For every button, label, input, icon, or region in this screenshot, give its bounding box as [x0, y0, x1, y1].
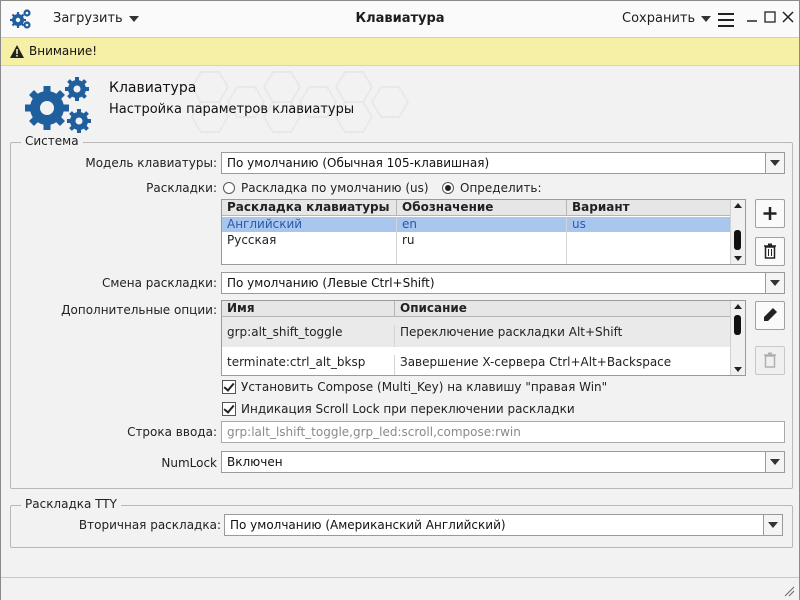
load-label: Загрузить — [53, 11, 123, 26]
input-line-field[interactable] — [221, 421, 785, 443]
close-icon[interactable] — [781, 10, 795, 24]
header-bar — [1, 1, 799, 38]
layouts-scrollbar[interactable] — [730, 200, 745, 264]
model-label: Модель клавиатуры: — [85, 156, 217, 170]
page-title: Клавиатура — [109, 80, 197, 96]
input-line-label: Строка ввода: — [127, 425, 217, 439]
radio-default-layout[interactable] — [223, 181, 429, 195]
chevron-down-icon — [701, 16, 711, 22]
radio-define-layout[interactable] — [442, 181, 542, 195]
table-cell[interactable]: Завершение X-сервера Ctrl+Alt+Backspace — [395, 355, 732, 375]
layout-switch-value: По умолчанию (Левые Ctrl+Shift) — [227, 276, 435, 290]
scroll-down-icon[interactable] — [734, 256, 742, 261]
secondary-layout-label: Вторичная раскладка: — [78, 518, 221, 532]
layouts-label: Раскладки: — [146, 181, 217, 195]
table-cell[interactable]: terminate:ctrl_alt_bksp — [222, 355, 395, 375]
chevron-down-icon — [129, 16, 139, 22]
table-cell: grp:alt_shift_toggle — [222, 325, 395, 347]
tty-group-legend: Раскладка TTY — [21, 497, 121, 511]
scroll-lock-checkbox[interactable] — [222, 402, 575, 416]
table-cell: us — [567, 217, 732, 233]
radio-circle-selected — [442, 182, 454, 194]
scroll-thumb[interactable] — [734, 230, 741, 250]
column-header-layout[interactable]: Раскладка клавиатуры — [222, 200, 397, 216]
scroll-lock-checkbox-label: Индикация Scroll Lock при переключении раскладки — [241, 402, 575, 416]
column-header-name[interactable]: Имя — [222, 301, 395, 317]
load-menu-button[interactable] — [53, 11, 139, 26]
chevron-down-icon — [770, 459, 780, 465]
pencil-icon — [756, 302, 784, 329]
warning-text: Внимание! — [29, 44, 98, 58]
trash-icon — [756, 238, 784, 265]
resize-grip-icon[interactable] — [783, 585, 795, 597]
checkbox-checked-icon — [222, 380, 236, 394]
switch-label: Смена раскладки: — [101, 276, 217, 290]
warning-icon — [10, 45, 24, 58]
scroll-up-icon[interactable] — [734, 304, 742, 309]
maximize-icon[interactable] — [763, 10, 777, 24]
input-line-value: grp:lalt_lshift_toggle,grp_led:scroll,compose:rwin — [227, 425, 521, 439]
secondary-layout-value: По умолчанию (Американский Английский) — [230, 518, 506, 532]
options-label: Дополнительные опции: — [61, 303, 217, 317]
edit-option-button[interactable] — [755, 301, 785, 330]
table-cell: Переключение раскладки Alt+Shift — [395, 325, 732, 347]
secondary-layout-select[interactable] — [224, 514, 783, 536]
chevron-down-icon — [770, 160, 780, 166]
keyboard-model-value: По умолчанию (Обычная 105-клавишная) — [227, 156, 490, 170]
save-label: Сохранить — [622, 11, 696, 26]
compose-checkbox[interactable] — [222, 380, 607, 394]
checkbox-checked-icon — [222, 402, 236, 416]
options-table — [221, 300, 746, 376]
radio-define-label: Определить: — [460, 181, 542, 195]
trash-icon — [756, 347, 784, 374]
warning-bar — [1, 38, 799, 66]
column-header-code[interactable]: Обозначение — [397, 200, 567, 216]
page-subtitle: Настройка параметров клавиатуры — [109, 102, 355, 117]
radio-circle — [223, 182, 235, 194]
scroll-up-icon[interactable] — [734, 203, 742, 208]
save-menu-button[interactable] — [622, 11, 711, 26]
remove-layout-button[interactable] — [755, 237, 785, 266]
window-title: Клавиатура — [355, 11, 445, 26]
layouts-table — [221, 199, 746, 265]
table-cell: Английский — [222, 217, 397, 233]
keyboard-model-select[interactable] — [221, 152, 785, 174]
chevron-down-icon — [770, 280, 780, 286]
keyboard-settings-gears-icon — [23, 74, 93, 136]
table-cell[interactable]: Русская — [222, 233, 397, 264]
radio-default-label: Раскладка по умолчанию (us) — [241, 181, 429, 195]
scroll-thumb[interactable] — [734, 315, 741, 335]
numlock-value: Включен — [227, 455, 283, 469]
table-cell[interactable] — [567, 233, 732, 264]
column-header-description[interactable]: Описание — [395, 301, 732, 317]
compose-checkbox-label: Установить Compose (Multi_Key) на клавишу "правая Win" — [241, 380, 608, 394]
remove-option-button[interactable] — [755, 346, 785, 375]
scroll-down-icon[interactable] — [734, 367, 742, 372]
layout-switch-select[interactable] — [221, 272, 785, 294]
minimize-icon[interactable] — [745, 10, 759, 24]
numlock-select[interactable] — [221, 451, 785, 473]
add-layout-button[interactable] — [755, 199, 785, 228]
chevron-down-icon — [768, 522, 778, 528]
status-bar — [1, 577, 799, 600]
plus-icon — [756, 200, 784, 227]
options-scrollbar[interactable] — [730, 301, 745, 375]
column-header-variant[interactable]: Вариант — [567, 200, 732, 216]
system-group-legend: Система — [21, 134, 83, 148]
numlock-label: NumLock — [161, 456, 217, 470]
gears-icon — [9, 7, 33, 31]
hamburger-menu-icon[interactable] — [718, 13, 734, 26]
table-cell: en — [397, 217, 567, 233]
table-cell[interactable]: ru — [397, 233, 567, 264]
